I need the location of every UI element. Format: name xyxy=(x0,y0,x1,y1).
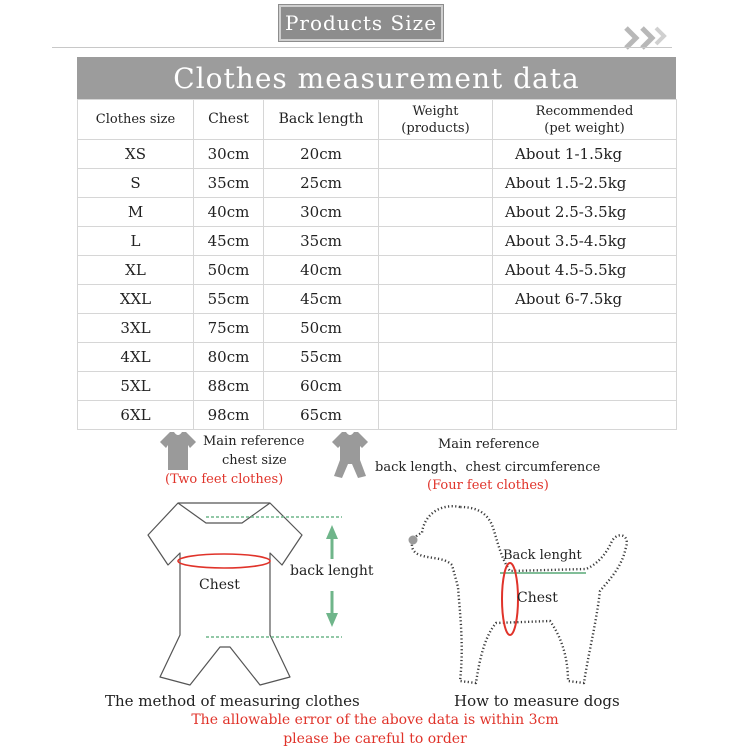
two-feet-clothes-icon xyxy=(158,430,198,472)
cell-chest: 75cm xyxy=(194,314,264,343)
cell-weight xyxy=(379,372,493,401)
cell-back-length: 30cm xyxy=(264,198,379,227)
cell-recommended xyxy=(493,372,677,401)
cell-size: 4XL xyxy=(78,343,194,372)
clothes-caption: The method of measuring clothes xyxy=(105,692,360,710)
header-recommended xyxy=(493,100,677,140)
cell-back-length: 20cm xyxy=(264,140,379,169)
header-recommended-line2: (pet weight) xyxy=(544,120,625,136)
header-recommended-line1: Recommended xyxy=(535,103,634,119)
table-row xyxy=(78,372,677,401)
footer-error-notice: The allowable error of the above data is within 3cm xyxy=(191,712,559,728)
cell-weight xyxy=(379,227,493,256)
cell-back-length: 55cm xyxy=(264,343,379,372)
cell-weight xyxy=(379,285,493,314)
cell-weight xyxy=(379,256,493,285)
cell-recommended: About 4.5-5.5kg xyxy=(493,256,677,285)
cell-chest: 55cm xyxy=(194,285,264,314)
cell-recommended: About 2.5-3.5kg xyxy=(493,198,677,227)
cell-size: M xyxy=(78,198,194,227)
footer-order-notice: please be careful to order xyxy=(283,731,467,747)
cell-weight xyxy=(379,198,493,227)
cell-chest: 88cm xyxy=(194,372,264,401)
cell-size: 6XL xyxy=(78,401,194,430)
cell-recommended: About 6-7.5kg xyxy=(493,285,677,314)
header-back-length: Back length xyxy=(264,100,379,140)
cell-size: XS xyxy=(78,140,194,169)
cell-recommended xyxy=(493,401,677,430)
garment-outline xyxy=(148,503,302,685)
two-feet-tag: (Two feet clothes) xyxy=(165,472,284,487)
cell-weight xyxy=(379,314,493,343)
clothes-diagram xyxy=(110,495,400,695)
clothes-back-label: back lenght xyxy=(290,563,374,579)
header-weight xyxy=(379,100,493,140)
cell-size: S xyxy=(78,169,194,198)
cell-back-length: 40cm xyxy=(264,256,379,285)
cell-weight xyxy=(379,169,493,198)
header-divider xyxy=(52,47,672,48)
clothes-chest-label: Chest xyxy=(199,577,240,593)
cell-chest: 50cm xyxy=(194,256,264,285)
two-feet-ref-line2: chest size xyxy=(222,453,287,468)
cell-chest: 35cm xyxy=(194,169,264,198)
cell-weight xyxy=(379,343,493,372)
cell-size: XL xyxy=(78,256,194,285)
cell-chest: 98cm xyxy=(194,401,264,430)
cell-size: L xyxy=(78,227,194,256)
table-row xyxy=(78,198,677,227)
cell-back-length: 60cm xyxy=(264,372,379,401)
dog-chest-label: Chest xyxy=(517,590,558,606)
products-size-banner: Products Size xyxy=(279,5,443,41)
cell-weight xyxy=(379,401,493,430)
table-row xyxy=(78,227,677,256)
dog-back-label: Back lenght xyxy=(503,548,582,563)
two-feet-ref-line1: Main reference xyxy=(203,434,305,449)
cell-size: 5XL xyxy=(78,372,194,401)
cell-back-length: 65cm xyxy=(264,401,379,430)
header-weight-line1: Weight xyxy=(412,103,459,119)
dog-nose-icon xyxy=(409,536,418,545)
four-feet-ref-line2: back length、chest circumference xyxy=(375,460,601,475)
table-row xyxy=(78,285,677,314)
header-clothes-size: Clothes size xyxy=(78,100,194,140)
cell-recommended xyxy=(493,314,677,343)
cell-chest: 45cm xyxy=(194,227,264,256)
header-chest: Chest xyxy=(194,100,264,140)
table-row xyxy=(78,140,677,169)
cell-recommended: About 1-1.5kg xyxy=(493,140,677,169)
header-weight-line2: (products) xyxy=(401,120,470,136)
cell-back-length: 45cm xyxy=(264,285,379,314)
cell-recommended xyxy=(493,343,677,372)
cell-weight xyxy=(379,140,493,169)
cell-chest: 30cm xyxy=(194,140,264,169)
cell-size: XXL xyxy=(78,285,194,314)
table-row xyxy=(78,256,677,285)
four-feet-tag: (Four feet clothes) xyxy=(427,478,549,493)
cell-back-length: 50cm xyxy=(264,314,379,343)
size-table xyxy=(77,99,677,430)
dog-caption: How to measure dogs xyxy=(454,692,620,710)
cell-recommended: About 1.5-2.5kg xyxy=(493,169,677,198)
table-row xyxy=(78,169,677,198)
cell-back-length: 25cm xyxy=(264,169,379,198)
cell-chest: 80cm xyxy=(194,343,264,372)
table-row xyxy=(78,314,677,343)
cell-chest: 40cm xyxy=(194,198,264,227)
table-row xyxy=(78,401,677,430)
table-header-row xyxy=(78,100,677,140)
cell-back-length: 35cm xyxy=(264,227,379,256)
table-row xyxy=(78,343,677,372)
cell-size: 3XL xyxy=(78,314,194,343)
four-feet-clothes-icon xyxy=(330,430,370,480)
table-title: Clothes measurement data xyxy=(77,57,676,99)
cell-recommended: About 3.5-4.5kg xyxy=(493,227,677,256)
four-feet-ref-line1: Main reference xyxy=(438,437,540,452)
